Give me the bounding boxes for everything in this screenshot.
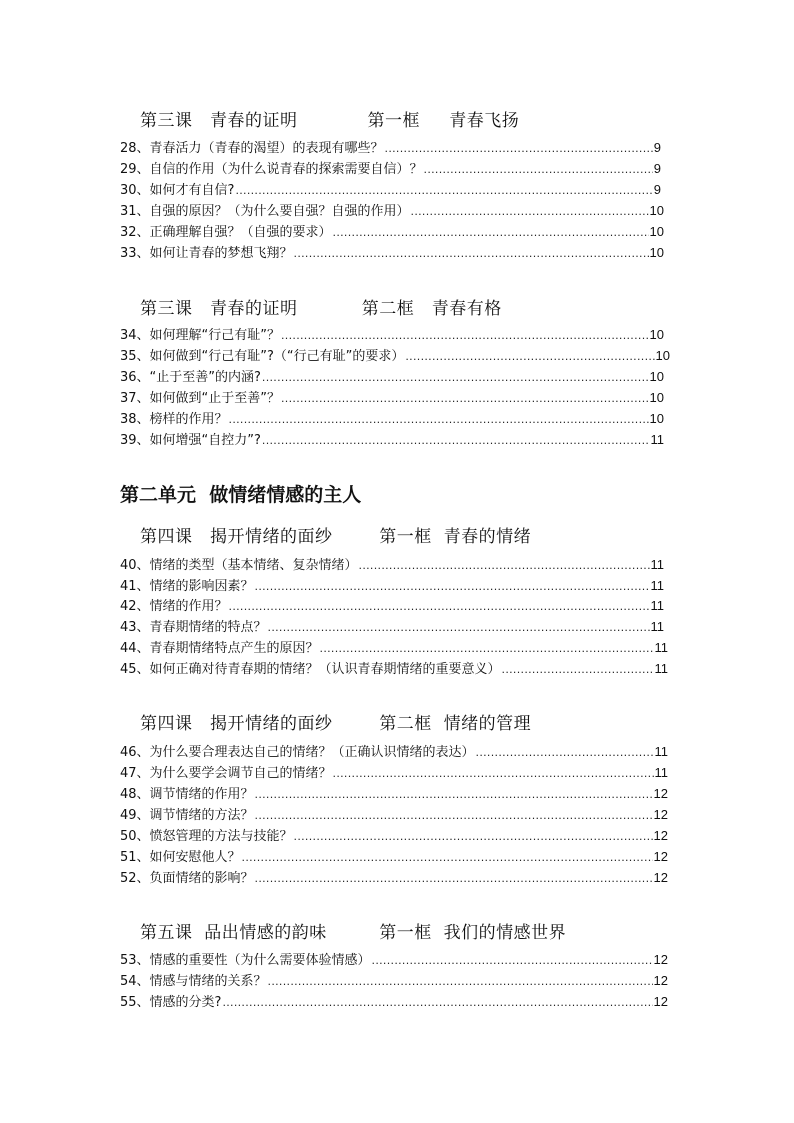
toc-entry-page: 10: [649, 224, 664, 239]
dot-leader: [262, 431, 650, 451]
toc-entry[interactable]: [120, 763, 668, 783]
toc-entry-title: 52、负面情绪的影响？: [120, 871, 254, 886]
dot-leader: [222, 993, 652, 1013]
dot-leader: [255, 869, 653, 889]
dot-leader: [359, 556, 650, 576]
toc-entry[interactable]: [120, 971, 668, 991]
toc-entry[interactable]: [120, 555, 664, 575]
dot-leader: [255, 785, 653, 805]
toc-entry-page: 10: [649, 327, 664, 342]
dot-leader: [502, 660, 654, 680]
toc-entry-page: 11: [654, 765, 668, 780]
toc-entry-page: 10: [649, 369, 664, 384]
toc-entry[interactable]: [120, 430, 664, 450]
dot-leader: [229, 597, 650, 617]
toc-entry-title: 30、如何才有自信?: [120, 183, 235, 198]
toc-entry-title: 34、如何理解“行己有耻”？: [120, 328, 281, 343]
toc-entry-title: 46、为什么要合理表达自己的情绪？（正确认识情绪的表达）: [120, 745, 475, 760]
toc-entry-title: 35、如何做到“行己有耻”?（“行己有耻”的要求）: [120, 349, 405, 364]
dot-leader: [333, 223, 649, 243]
dot-leader: [294, 244, 649, 264]
toc-entry[interactable]: [120, 367, 664, 387]
toc-entry-title: 31、自强的原因？（为什么要自强？自强的作用）: [120, 204, 410, 219]
toc-entry-page: 12: [653, 994, 668, 1009]
toc-entry-title: 49、调节情绪的方法？: [120, 808, 254, 823]
dot-leader: [235, 181, 652, 201]
toc-entry-page: 10: [649, 390, 664, 405]
toc-entry-title: 42、情绪的作用？: [120, 599, 228, 614]
toc-entry-page: 11: [650, 598, 664, 613]
toc-entry-title: 50、愤怒管理的方法与技能？: [120, 829, 293, 844]
toc-entry[interactable]: [120, 243, 664, 263]
toc-entry[interactable]: [120, 201, 664, 221]
dot-leader: [476, 743, 654, 763]
toc-entry[interactable]: [120, 576, 664, 596]
toc-entry[interactable]: [120, 409, 664, 429]
toc-entry-page: 12: [653, 849, 668, 864]
toc-entry[interactable]: [120, 180, 661, 200]
toc-entry-title: 44、青春期情绪特点产生的原因？: [120, 641, 319, 656]
lesson-heading: 第三课 青春的证明 第二框 青春有格: [140, 299, 502, 319]
toc-entry-page: 12: [653, 807, 668, 822]
dot-leader: [320, 639, 654, 659]
toc-entry-page: 11: [650, 619, 664, 634]
toc-entry-title: 29、自信的作用（为什么说青春的探索需要自信）？: [120, 162, 423, 177]
toc-entry-title: 47、为什么要学会调节自己的情绪？: [120, 766, 332, 781]
toc-entry-page: 12: [653, 952, 668, 967]
toc-entry[interactable]: [120, 325, 664, 345]
lesson-heading: 第四课 揭开情绪的面纱 第二框 情绪的管理: [140, 714, 532, 734]
toc-entry-page: 12: [653, 786, 668, 801]
lesson-heading: 第三课 青春的证明 第一框 青春飞扬: [140, 111, 520, 131]
toc-entry-title: 53、情感的重要性（为什么需要体验情感）: [120, 953, 371, 968]
dot-leader: [405, 347, 654, 367]
toc-entry-title: 55、情感的分类?: [120, 995, 222, 1010]
toc-entry-title: 48、调节情绪的作用？: [120, 787, 254, 802]
dot-leader: [281, 326, 649, 346]
toc-entry-title: 40、情绪的类型（基本情绪、复杂情绪）: [120, 558, 358, 573]
dot-leader: [255, 806, 653, 826]
toc-entry-page: 10: [655, 348, 670, 363]
dot-leader: [411, 202, 649, 222]
toc-entry-title: 33、如何让青春的梦想飞翔？: [120, 246, 293, 261]
dot-leader: [268, 618, 650, 638]
toc-entry-title: 28、青春活力（青春的渴望）的表现有哪些？: [120, 141, 384, 156]
toc-entry-page: 11: [654, 661, 668, 676]
toc-entry[interactable]: [120, 388, 664, 408]
toc-entry-page: 10: [649, 245, 664, 260]
toc-entry[interactable]: [120, 596, 664, 616]
toc-entry-page: 11: [654, 744, 668, 759]
toc-entry-page: 12: [653, 870, 668, 885]
toc-entry[interactable]: [120, 346, 670, 366]
dot-leader: [372, 951, 653, 971]
unit-heading: 第二单元 做情绪情感的主人: [120, 484, 362, 506]
toc-entry[interactable]: [120, 950, 668, 970]
toc-entry[interactable]: [120, 659, 668, 679]
dot-leader: [281, 389, 649, 409]
dot-leader: [268, 972, 653, 992]
toc-entry[interactable]: [120, 222, 664, 242]
toc-entry[interactable]: [120, 805, 668, 825]
toc-entry-page: 12: [653, 973, 668, 988]
toc-entry-page: 11: [650, 578, 664, 593]
toc-entry[interactable]: [120, 159, 661, 179]
dot-leader: [242, 848, 653, 868]
toc-entry[interactable]: [120, 847, 668, 867]
toc-entry-title: 41、情绪的影响因素？: [120, 579, 254, 594]
toc-entry-title: 43、青春期情绪的特点？: [120, 620, 267, 635]
toc-entry-page: 12: [653, 828, 668, 843]
toc-entry-page: 9: [653, 140, 661, 155]
toc-entry[interactable]: [120, 742, 668, 762]
dot-leader: [424, 160, 653, 180]
toc-entry[interactable]: [120, 138, 661, 158]
toc-entry[interactable]: [120, 638, 668, 658]
dot-leader: [333, 764, 654, 784]
dot-leader: [229, 410, 649, 430]
toc-entry[interactable]: [120, 826, 668, 846]
toc-entry-page: 10: [649, 411, 664, 426]
dot-leader: [385, 139, 653, 159]
toc-entry-title: 38、榜样的作用？: [120, 412, 228, 427]
toc-entry-page: 11: [650, 432, 664, 447]
toc-entry-title: 54、情感与情绪的关系？: [120, 974, 267, 989]
dot-leader: [255, 577, 650, 597]
toc-entry-title: 45、如何正确对待青春期的情绪？（认识青春期情绪的重要意义）: [120, 662, 501, 677]
toc-entry-title: 32、正确理解自强？（自强的要求）: [120, 225, 332, 240]
toc-entry-page: 11: [654, 640, 668, 655]
toc-entry[interactable]: [120, 992, 668, 1012]
dot-leader: [294, 827, 653, 847]
dot-leader: [262, 368, 649, 388]
toc-entry[interactable]: [120, 868, 668, 888]
toc-entry-title: 36、“止于至善”的内涵?: [120, 370, 261, 385]
toc-entry-page: 9: [653, 161, 661, 176]
lesson-heading: 第四课 揭开情绪的面纱 第一框 青春的情绪: [140, 527, 532, 547]
toc-entry-page: 10: [649, 203, 664, 218]
toc-entry[interactable]: [120, 784, 668, 804]
toc-entry-title: 39、如何增强“自控力”?: [120, 433, 261, 448]
lesson-heading: 第五课 品出情感的韵味 第一框 我们的情感世界: [140, 923, 567, 943]
toc-entry-title: 51、如何安慰他人？: [120, 850, 241, 865]
toc-entry-page: 11: [650, 557, 664, 572]
toc-entry-title: 37、如何做到“止于至善”？: [120, 391, 281, 406]
toc-entry-page: 9: [653, 182, 661, 197]
toc-entry[interactable]: [120, 617, 664, 637]
